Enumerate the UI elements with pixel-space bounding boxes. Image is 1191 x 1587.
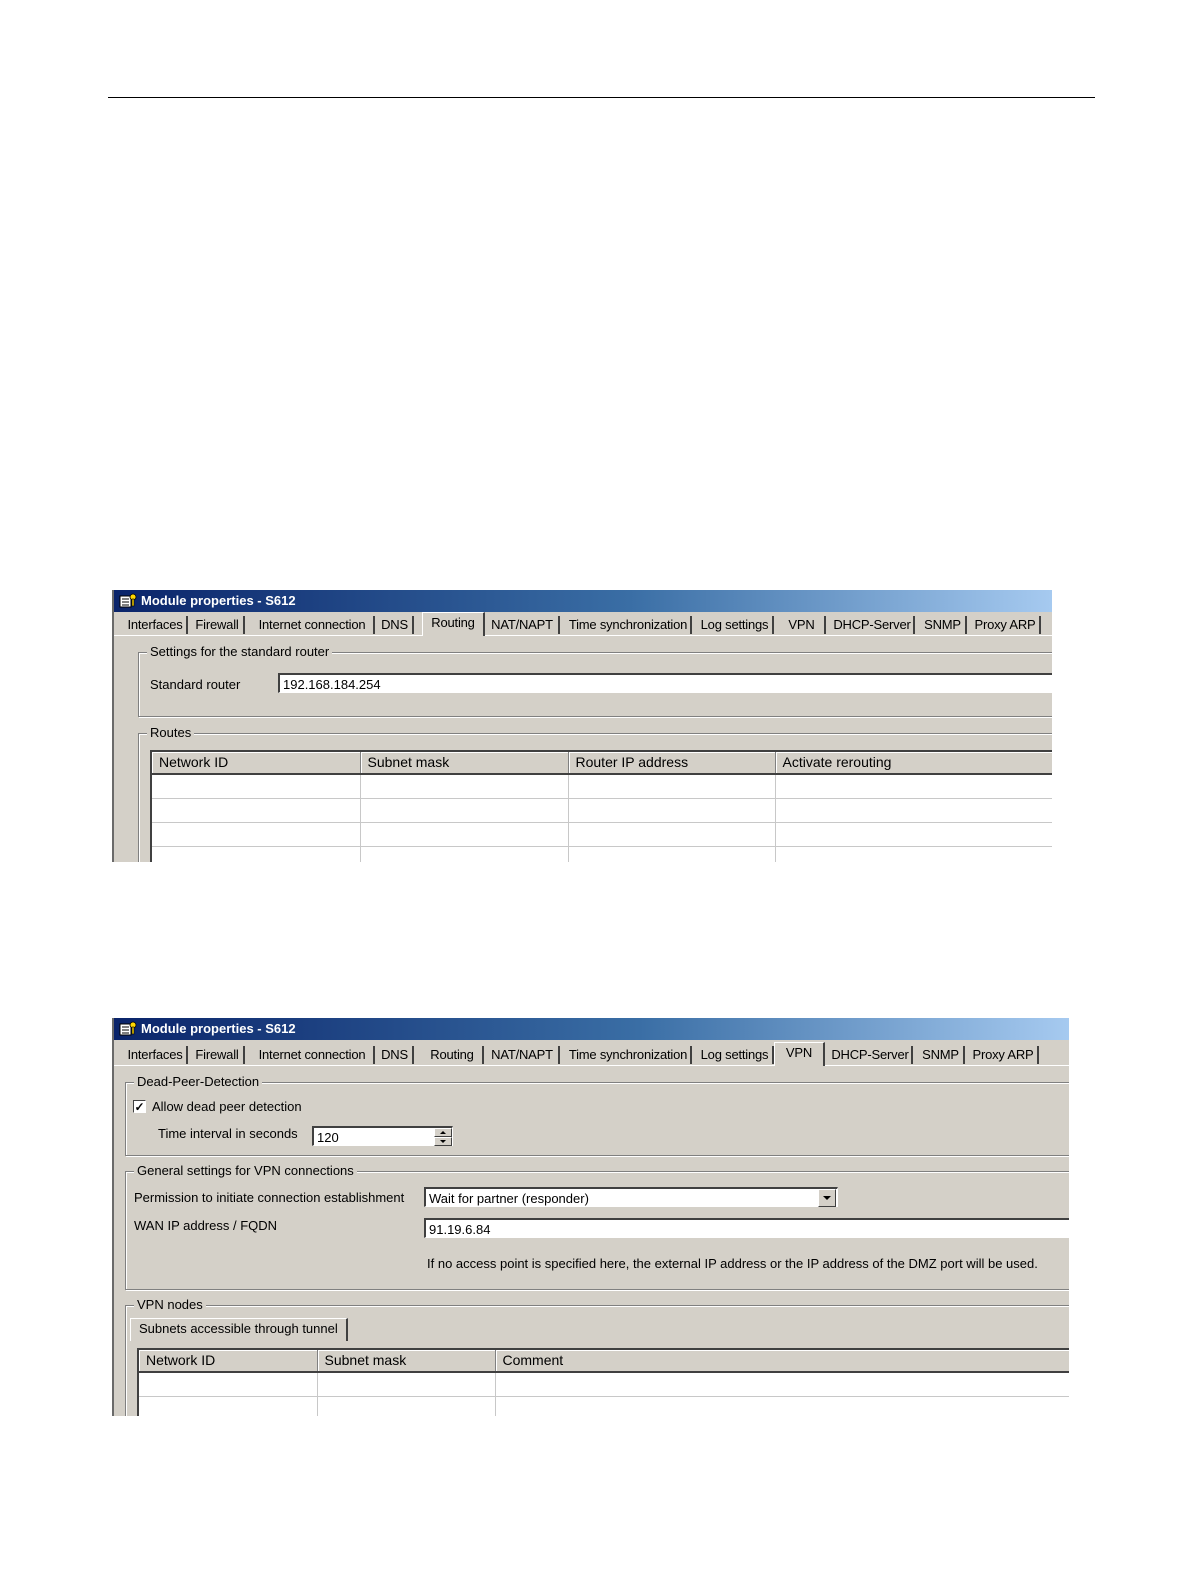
time-interval-input[interactable]: 120 <box>312 1126 453 1146</box>
tab-interfaces[interactable]: Interfaces <box>124 616 188 634</box>
spin-up-button[interactable] <box>434 1128 452 1137</box>
table-row[interactable] <box>152 799 1052 823</box>
title-bar[interactable] <box>114 1018 1069 1040</box>
tab-routing[interactable]: Routing <box>422 1046 484 1064</box>
table-row[interactable] <box>139 1372 1069 1397</box>
tab-internet-connection[interactable]: Internet connection <box>251 1046 375 1064</box>
tab-time-synchronization[interactable]: Time synchronization <box>566 616 692 634</box>
table-row[interactable] <box>152 774 1052 799</box>
permission-dropdown-button[interactable] <box>818 1189 836 1207</box>
tab-vpn[interactable]: VPN <box>774 1042 825 1066</box>
tab-snmp[interactable]: SNMP <box>918 1046 965 1064</box>
tab-dhcp-server[interactable]: DHCP-Server <box>831 616 915 634</box>
tab-log-settings[interactable]: Log settings <box>697 1046 774 1064</box>
allow-dead-peer-detection-checkbox[interactable]: ✓ <box>134 1100 145 1114</box>
module-properties-icon <box>119 1021 137 1037</box>
tab-internet-connection[interactable]: Internet connection <box>251 616 375 634</box>
window-title: Module properties - S612 <box>141 1021 296 1036</box>
dead-peer-detection-group <box>125 1074 1069 1156</box>
wan-ip-hint: If no access point is specified here, the external IP address or the IP address of the DMZ port will be used. <box>427 1256 1038 1271</box>
tab-interfaces[interactable]: Interfaces <box>124 1046 188 1064</box>
wan-ip-label: WAN IP address / FQDN <box>134 1218 278 1233</box>
allow-dead-peer-detection-label: Allow dead peer detection <box>152 1099 302 1114</box>
table-row[interactable] <box>139 1397 1069 1417</box>
tab-nat-napt[interactable]: NAT/NAPT <box>486 616 560 634</box>
title-bar[interactable] <box>114 590 1052 612</box>
tab-time-synchronization[interactable]: Time synchronization <box>566 1046 692 1064</box>
module-properties-icon <box>119 593 137 609</box>
standard-router-group-legend: Settings for the standard router <box>147 644 332 660</box>
standard-router-input[interactable]: 192.168.184.254 <box>278 673 1052 693</box>
tab-subnets-accessible[interactable]: Subnets accessible through tunnel <box>130 1318 348 1341</box>
tab-log-settings[interactable]: Log settings <box>697 616 774 634</box>
standard-router-label: Standard router <box>150 677 241 692</box>
column-header-activate-rerouting[interactable]: Activate rerouting <box>775 752 1052 774</box>
vpn-nodes-legend: VPN nodes <box>134 1297 206 1313</box>
wan-ip-input[interactable]: 91.19.6.84 <box>424 1218 1069 1238</box>
time-interval-label: Time interval in seconds <box>158 1126 298 1141</box>
arrow-up-icon <box>440 1131 446 1134</box>
column-header-network-id[interactable]: Network ID <box>152 752 360 774</box>
tab-proxy-arp[interactable]: Proxy ARP <box>969 1046 1039 1064</box>
routes-table[interactable] <box>150 750 1052 862</box>
permission-label: Permission to initiate connection establishment <box>134 1190 405 1205</box>
window-title: Module properties - S612 <box>141 593 296 608</box>
column-header-subnet-mask[interactable]: Subnet mask <box>360 752 568 774</box>
tab-routing[interactable]: Routing <box>422 612 485 636</box>
table-row[interactable] <box>152 823 1052 847</box>
tab-firewall[interactable]: Firewall <box>191 616 245 634</box>
arrow-down-icon <box>440 1140 446 1143</box>
tab-firewall[interactable]: Firewall <box>191 1046 245 1064</box>
column-header-network-id[interactable]: Network ID <box>139 1350 317 1372</box>
table-row[interactable] <box>152 847 1052 863</box>
tab-strip <box>114 612 1052 636</box>
tab-dns[interactable]: DNS <box>377 616 414 634</box>
routes-group-legend: Routes <box>147 725 194 741</box>
time-interval-spinner[interactable] <box>433 1128 451 1146</box>
tab-proxy-arp[interactable]: Proxy ARP <box>971 616 1041 634</box>
column-header-subnet-mask[interactable]: Subnet mask <box>317 1350 495 1372</box>
column-header-comment[interactable]: Comment <box>495 1350 1069 1372</box>
column-header-router-ip-address[interactable]: Router IP address <box>568 752 775 774</box>
chevron-down-icon <box>823 1196 831 1200</box>
tab-vpn[interactable]: VPN <box>779 616 826 634</box>
module-properties-window-routing <box>112 590 1052 862</box>
tab-snmp[interactable]: SNMP <box>920 616 967 634</box>
permission-select[interactable]: Wait for partner (responder) <box>424 1187 838 1207</box>
module-properties-window-vpn <box>112 1018 1069 1416</box>
vpn-subnets-table[interactable] <box>137 1348 1069 1416</box>
tab-strip <box>114 1042 1069 1066</box>
spin-down-button[interactable] <box>434 1137 452 1146</box>
general-vpn-settings-legend: General settings for VPN connections <box>134 1163 357 1179</box>
tab-dns[interactable]: DNS <box>377 1046 414 1064</box>
dead-peer-detection-legend: Dead-Peer-Detection <box>134 1074 262 1090</box>
tab-dhcp-server[interactable]: DHCP-Server <box>829 1046 913 1064</box>
tab-nat-napt[interactable]: NAT/NAPT <box>486 1046 560 1064</box>
page-header-rule <box>108 97 1095 98</box>
